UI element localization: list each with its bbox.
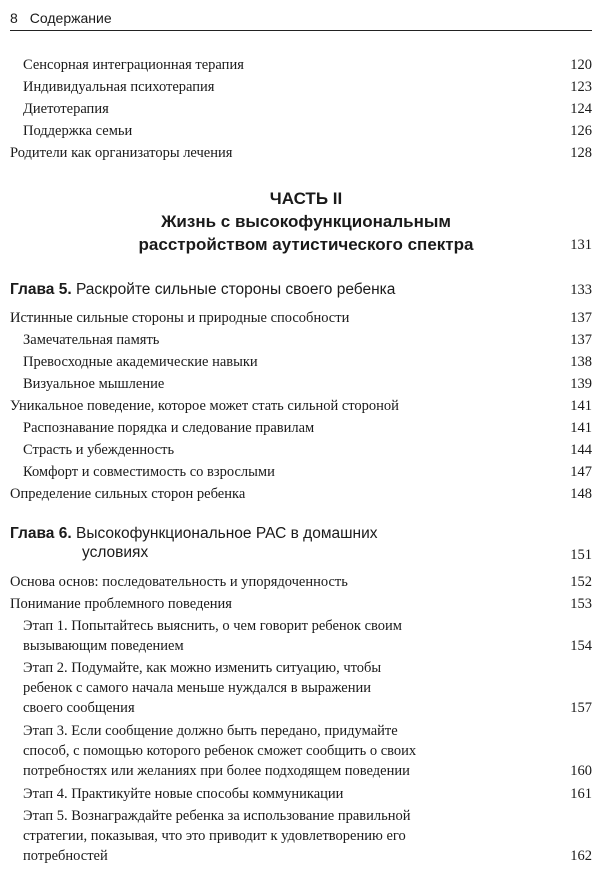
toc-step-text: Этап 4. Практикуйте новые способы коммуникации — [23, 786, 344, 802]
toc-entry-page: 162 — [570, 848, 592, 864]
header-title: Содержание — [29, 10, 112, 26]
chapter-6-title-line2: условиях — [82, 544, 149, 561]
toc-entry-page: 137 — [570, 310, 592, 326]
toc-step-text: вызывающим поведением — [23, 638, 184, 654]
toc-entry-text: Страсть и убежденность — [23, 442, 175, 458]
toc-entry-text: Превосходные академические навыки — [23, 354, 258, 370]
chapter-5-heading — [10, 280, 592, 300]
toc-entry-page: 161 — [570, 786, 592, 802]
part-page: 131 — [570, 237, 592, 253]
toc-entry-page: 128 — [570, 145, 592, 161]
toc-step-text: ребенок с самого начала меньше нуждался в выражении — [23, 680, 371, 696]
toc-step-text: Этап 1. Попытайтесь выяснить, о чем говорит ребенок своим — [23, 618, 402, 634]
toc-entry-text: Диетотерапия — [23, 101, 109, 117]
toc-entry-text: Истинные сильные стороны и природные способности — [10, 310, 350, 326]
toc-entry-page: 124 — [570, 101, 592, 117]
toc-entry-text: Понимание проблемного поведения — [10, 596, 232, 612]
toc-step-text: потребностей — [23, 848, 108, 864]
toc-entry-page: 126 — [570, 123, 592, 139]
toc-step-text: способ, с помощью которого ребенок сможет сообщить о своих — [23, 743, 417, 759]
toc-entry-page: 120 — [570, 57, 592, 73]
toc-entry-page: 141 — [570, 398, 592, 414]
part-label: ЧАСТЬ II — [269, 189, 343, 208]
toc-entry-text: Сенсорная интеграционная терапия — [23, 57, 244, 73]
toc-step-text: своего сообщения — [23, 700, 135, 716]
chapter-6-page: 151 — [570, 547, 592, 563]
toc-entry-page: 137 — [570, 332, 592, 348]
header-page-number: 8 — [10, 10, 18, 26]
chapter-6-heading-line2 — [10, 543, 592, 563]
toc-entry-page: 148 — [570, 486, 592, 502]
running-header — [10, 8, 592, 31]
toc-entry-page: 138 — [570, 354, 592, 370]
toc-entry-text: Уникальное поведение, которое может стать сильной стороной — [10, 398, 399, 414]
toc-entry-text: Визуальное мышление — [23, 376, 165, 392]
toc-step-text: Этап 3. Если сообщение должно быть передано, придумайте — [23, 723, 398, 739]
toc-step-text: Этап 2. Подумайте, как можно изменить ситуацию, чтобы — [23, 660, 382, 676]
chapter-5-page: 133 — [570, 282, 592, 298]
toc-entry-page: 160 — [570, 763, 592, 779]
part-title-line1: Жизнь с высокофункциональным — [161, 212, 451, 231]
toc-entry-text: Распознавание порядка и следование правилам — [23, 420, 315, 436]
toc-entry-page: 152 — [570, 574, 592, 590]
toc-entry-text: Определение сильных сторон ребенка — [10, 486, 246, 502]
chapter-5-title: Раскройте сильные стороны своего ребенка — [75, 281, 396, 298]
toc-entry-page: 147 — [570, 464, 592, 480]
toc-entry-text: Замечательная память — [23, 332, 160, 348]
toc-entry-page: 123 — [570, 79, 592, 95]
toc-step-text: стратегии, показывая, что это приводит к удовлетворению его — [23, 828, 406, 844]
toc-entry-text: Комфорт и совместимость со взрослыми — [23, 464, 275, 480]
chapter-5-label: Глава 5. — [10, 281, 72, 298]
toc-entry-text: Поддержка семьи — [23, 123, 133, 139]
chapter-6-title-line1: Высокофункциональное РАС в домашних — [75, 525, 378, 542]
toc-entry-page: 154 — [570, 638, 592, 654]
toc-step-text: потребностях или желаниях при более подходящем поведении — [23, 763, 410, 779]
toc-step-text: Этап 5. Вознаграждайте ребенка за использование правильной — [23, 808, 411, 824]
toc-entry-page: 153 — [570, 596, 592, 612]
toc-entry-page: 157 — [570, 700, 592, 716]
part-title-line2: расстройством аутистического спектра — [138, 235, 474, 254]
chapter-6-heading-line1 — [10, 524, 592, 544]
toc-entry-text: Основа основ: последовательность и упорядоченность — [10, 574, 348, 590]
toc-entry-page: 141 — [570, 420, 592, 436]
toc-entry-text: Индивидуальная психотерапия — [23, 79, 215, 95]
toc-entry-page: 144 — [570, 442, 592, 458]
toc-entry-text: Родители как организаторы лечения — [10, 145, 233, 161]
chapter-6-label: Глава 6. — [10, 525, 72, 542]
toc-entry-page: 139 — [570, 376, 592, 392]
